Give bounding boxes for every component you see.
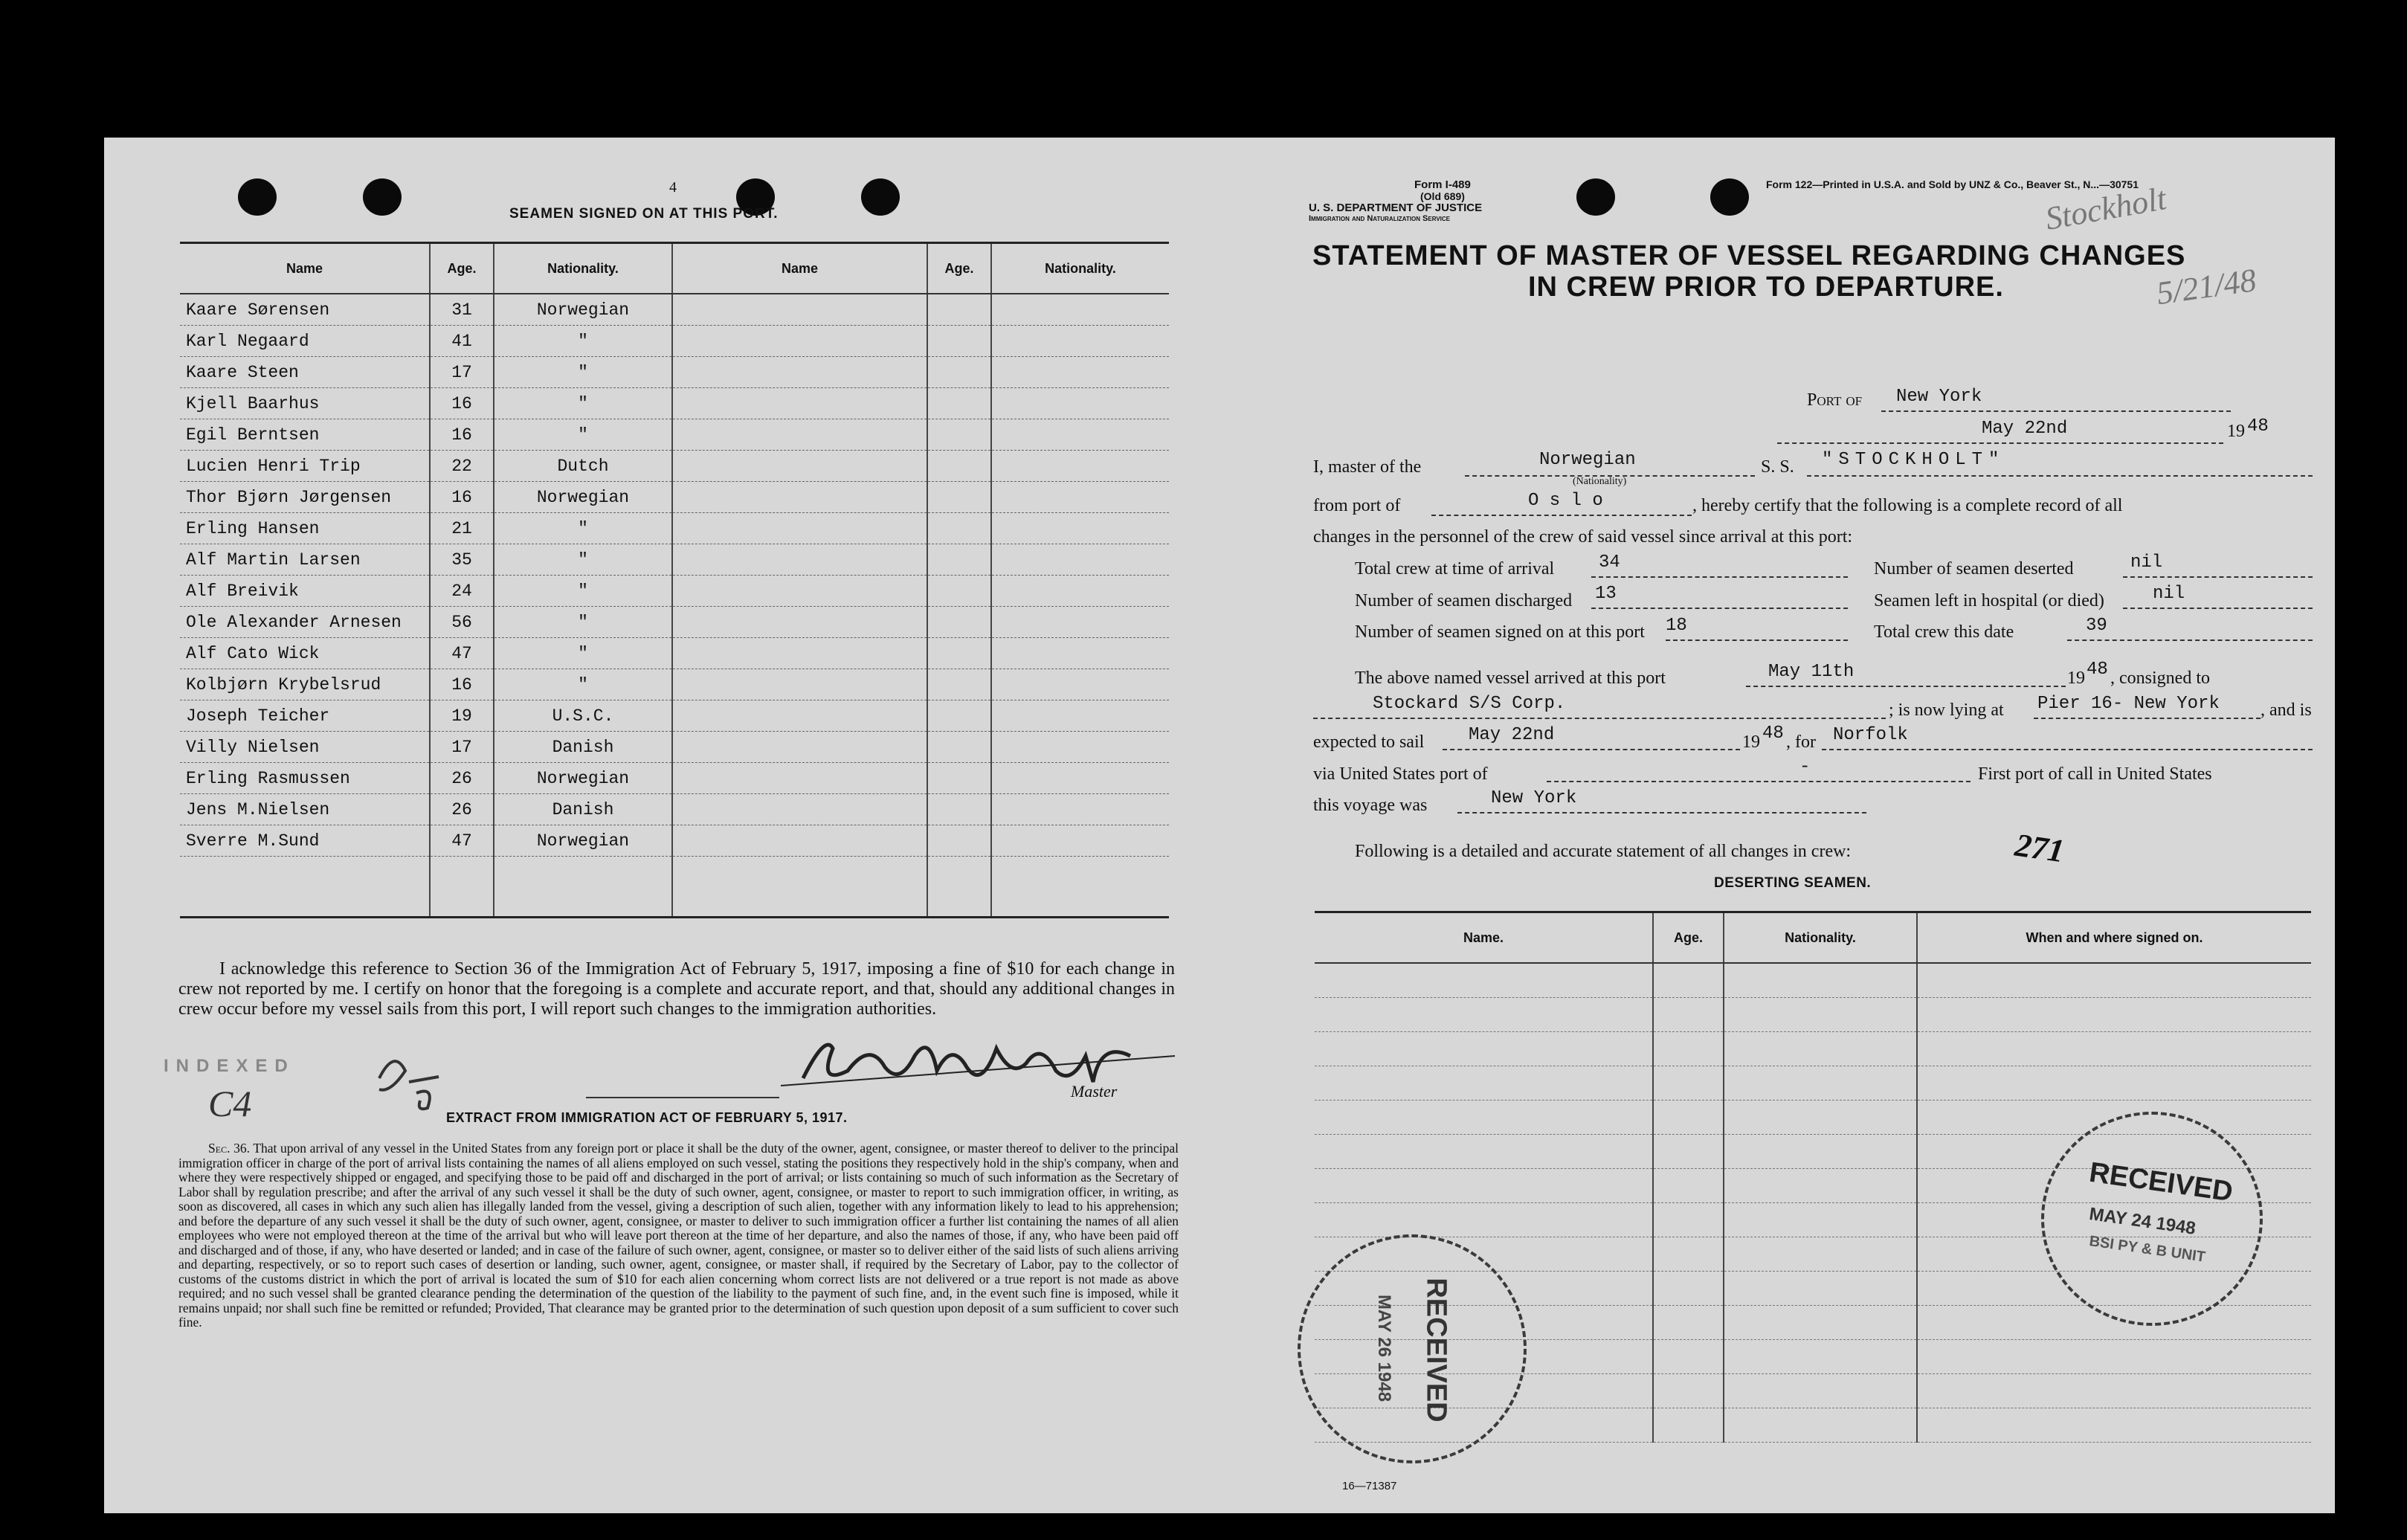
empty-cell	[1653, 1374, 1724, 1408]
table-row	[1315, 1066, 2311, 1101]
column-header: Nationality.	[494, 243, 672, 294]
total-date-label: Total crew this date	[1874, 622, 2014, 642]
empty-cell	[1724, 1306, 1917, 1340]
column-header: Nationality.	[1724, 912, 1917, 964]
seaman-name: Karl Negaard	[180, 326, 430, 357]
handwritten-ship-name: Stockholt	[2042, 180, 2169, 237]
empty-cell	[991, 638, 1169, 669]
hospital-value: nil	[2153, 584, 2185, 604]
empty-cell	[1724, 1203, 1917, 1237]
received-stamp-rotated	[1298, 1234, 1527, 1463]
empty-cell	[1917, 1408, 2311, 1443]
discharged-value: 13	[1595, 584, 1617, 604]
empty-cell	[1315, 998, 1653, 1032]
page-number: 4	[669, 179, 677, 196]
stamp2-date: MAY 26 1948	[1374, 1294, 1395, 1402]
punch-hole	[363, 178, 402, 216]
section-36-text	[178, 1141, 1179, 1330]
empty-cell	[991, 794, 1169, 825]
seaman-age: 17	[430, 732, 494, 763]
printer-notice: Form 122—Printed in U.S.A. and Sold by UNZ & Co., Beaver St., N...—30751	[1766, 178, 2139, 190]
from-port-label: from port of	[1313, 496, 1401, 515]
empty-cell	[1917, 1340, 2311, 1374]
indexed-stamp: INDEXED	[164, 1056, 295, 1076]
deserting-heading: DESERTING SEAMEN.	[1714, 875, 1872, 891]
signed-on-label: Number of seamen signed on at this port	[1355, 622, 1645, 642]
document-sheet	[104, 138, 2335, 1513]
ship-value: "STOCKHOLT"	[1822, 450, 2005, 470]
table-row	[1315, 963, 2311, 998]
punch-hole	[1710, 178, 1749, 216]
empty-cell	[927, 669, 991, 700]
column-header: When and where signed on.	[1917, 912, 2311, 964]
empty-cell	[1724, 998, 1917, 1032]
empty-cell	[672, 763, 927, 794]
table-row	[180, 763, 1169, 794]
seaman-age: 19	[430, 700, 494, 732]
discharged-label: Number of seamen discharged	[1355, 591, 1573, 610]
following-text: Following is a detailed and accurate statement of all changes in crew:	[1355, 842, 1852, 861]
empty-cell	[927, 482, 991, 513]
port-field	[1881, 387, 2231, 412]
empty-cell	[1653, 1169, 1724, 1203]
ship-field	[1807, 450, 2313, 477]
seaman-age: 22	[430, 451, 494, 482]
extract-title: EXTRACT FROM IMMIGRATION ACT OF FEBRUARY 5, 1917.	[446, 1110, 848, 1125]
column-header: Age.	[430, 243, 494, 294]
empty-cell	[927, 700, 991, 732]
seaman-nationality: "	[494, 357, 672, 388]
empty-cell	[991, 700, 1169, 732]
seaman-name: Thor Bjørn Jørgensen	[180, 482, 430, 513]
table-row	[180, 669, 1169, 700]
table-row	[180, 482, 1169, 513]
ss-label: S. S.	[1761, 457, 1794, 477]
expected-year-value: 48	[1762, 724, 1784, 744]
empty-cell	[927, 607, 991, 638]
seaman-nationality: Danish	[494, 732, 672, 763]
acknowledgement-text: I acknowledge this reference to Section 36 of the Immigration Act of February 5, 1917, imposing a fine of $10 for each change in crew not reported by me. I certify on honor that the foregoing is a complete and accurate report, and that, should any additional changes in crew occur before my vessel sails from this port, I will report such changes to the immigration authorities.	[178, 959, 1175, 1019]
empty-cell	[991, 513, 1169, 544]
following-mark: 271	[2012, 826, 2067, 870]
lying-field	[2034, 694, 2261, 719]
total-arrival-field	[1591, 552, 1848, 578]
master-label: Master	[1071, 1082, 1118, 1101]
discharged-field	[1591, 584, 1848, 609]
empty-cell	[1315, 963, 1653, 998]
empty-cell	[1917, 1066, 2311, 1101]
empty-cell	[927, 794, 991, 825]
seaman-age: 16	[430, 482, 494, 513]
empty-cell	[927, 638, 991, 669]
voyage-value: New York	[1491, 788, 1577, 808]
seaman-name: Jens M.Nielsen	[180, 794, 430, 825]
empty-cell	[991, 326, 1169, 357]
footer-code: 16—71387	[1342, 1480, 1397, 1492]
via-label: via United States port of	[1313, 764, 1488, 784]
first-port-label: First port of call in United States	[1978, 764, 2212, 784]
column-header: Name.	[1315, 912, 1653, 964]
empty-cell	[1724, 1374, 1917, 1408]
empty-cell	[927, 576, 991, 607]
for-value: Norfolk	[1833, 725, 1908, 745]
empty-cell	[672, 482, 927, 513]
consignee-value: Stockard S/S Corp.	[1373, 694, 1566, 714]
empty-cell	[672, 294, 927, 326]
seaman-age: 56	[430, 607, 494, 638]
hospital-field	[2123, 584, 2313, 609]
table-row	[180, 544, 1169, 576]
empty-cell	[927, 294, 991, 326]
master-of-label: I, master of the	[1313, 457, 1422, 477]
stamp-received-text: RECEIVED	[2087, 1156, 2235, 1208]
signed-on-field	[1666, 616, 1848, 641]
empty-cell	[672, 794, 927, 825]
empty-cell	[672, 357, 927, 388]
seamen-signed-table	[180, 242, 1169, 918]
table-row	[180, 607, 1169, 638]
nationality-value: Norwegian	[1539, 450, 1636, 470]
column-header: Name	[180, 243, 430, 294]
arrived-value: May 11th	[1768, 662, 1855, 682]
empty-cell	[927, 419, 991, 451]
and-is-label: , and is	[2261, 700, 2312, 720]
deserted-field	[2123, 552, 2313, 578]
column-header: Age.	[1653, 912, 1724, 964]
empty-cell	[672, 544, 927, 576]
nationality-field	[1465, 450, 1755, 477]
punch-hole	[1576, 178, 1615, 216]
empty-cell	[991, 763, 1169, 794]
empty-cell	[1315, 1101, 1653, 1135]
empty-cell	[991, 357, 1169, 388]
empty-cell	[672, 326, 927, 357]
for-field	[1822, 725, 2313, 750]
table-row	[1315, 1032, 2311, 1066]
empty-cell	[1653, 963, 1724, 998]
seaman-nationality: "	[494, 638, 672, 669]
empty-cell	[1724, 1169, 1917, 1203]
seaman-name: Erling Rasmussen	[180, 763, 430, 794]
seaman-name: Kolbjørn Krybelsrud	[180, 669, 430, 700]
lying-value: Pier 16- New York	[2037, 694, 2220, 714]
empty-cell	[991, 732, 1169, 763]
seaman-nationality: Norwegian	[494, 763, 672, 794]
form-title-line1: STATEMENT OF MASTER OF VESSEL REGARDING CHANGES	[1312, 240, 2186, 271]
seaman-age: 41	[430, 326, 494, 357]
empty-cell	[1653, 1272, 1724, 1306]
empty-cell	[430, 857, 494, 918]
seaman-nationality: Norwegian	[494, 482, 672, 513]
empty-cell	[1653, 1408, 1724, 1443]
handwritten-initials	[364, 1048, 454, 1115]
table-row	[180, 357, 1169, 388]
empty-cell	[1724, 1408, 1917, 1443]
arrived-year-prefix: 19	[2067, 668, 2085, 688]
empty-cell	[1724, 963, 1917, 998]
empty-cell	[927, 857, 991, 918]
empty-cell	[927, 451, 991, 482]
empty-cell	[991, 576, 1169, 607]
seaman-age: 35	[430, 544, 494, 576]
table-row	[180, 513, 1169, 544]
empty-cell	[1315, 1032, 1653, 1066]
total-date-field	[2067, 616, 2313, 641]
date-value: May 22nd	[1982, 419, 2068, 439]
empty-cell	[1917, 998, 2311, 1032]
seaman-nationality: "	[494, 544, 672, 576]
empty-cell	[927, 388, 991, 419]
empty-cell	[991, 669, 1169, 700]
seaman-nationality: Danish	[494, 794, 672, 825]
empty-cell	[1653, 1032, 1724, 1066]
signed-on-value: 18	[1666, 616, 1687, 636]
empty-cell	[672, 732, 927, 763]
empty-cell	[1724, 1340, 1917, 1374]
stamp2-received-text: RECEIVED	[1420, 1278, 1452, 1423]
section-body: That upon arrival of any vessel in the United States from any foreign port or place it shall be the duty of the owner, agent, consignee, or master thereof to deliver to the principal immigration officer in charge of the port of arrival lists containing the names of all aliens employed on such vessel, stating the positions they respectively hold in the ship's company, when and where they were respectively shipped or engaged, and specifying those to be paid off and discharged in the port of arrival; or lists containing so much of such information as the Secretary of Labor shall by regulation prescribe; and after the arrival of any such vessel it shall be the duty of such owner, agent, consignee, or master to report to such immigration officer, in writing, as soon as discovered, all cases in which any such alien has illegally landed from the vessel, giving a description of such alien, together with any information likely to lead to his apprehension; and before the departure of any such vessel it shall be the duty of such owner, agent, consignee, or master to deliver to such immigration officer a further list containing the names of all alien employees who were not employed thereon at the time of the arrival but who will leave port thereon at the time of her departure, and also the names of those, if any, who have been paid off and discharged and of those, if any, who have deserted or landed; and in case of the failure of such owner, agent, consignee, or master so to deliver either of the said lists of such aliens arriving and departing, respectively, or so to report such cases of desertion or landing, such owner, agent, consignee, or master shall, if required by the Secretary of Labor, pay to the collector of customs of the customs district in which the port of arrival is located the sum of $10 for each alien concerning whom correct lists are not delivered or a true report is not made as above required; and no such vessel shall be granted clearance pending the determination of the question of the liability to the payment of such fine, and, in the event such fine is imposed, while it remains unpaid; nor shall such fine be remitted or refunded; Provided, That clearance may be granted prior to the determination of such question upon deposit of a sum sufficient to cover such fine.	[178, 1141, 1179, 1330]
lying-label: ; is now lying at	[1889, 700, 2004, 720]
empty-cell	[1653, 1203, 1724, 1237]
arrived-year-value: 48	[2087, 660, 2108, 680]
empty-cell	[927, 326, 991, 357]
empty-cell	[1315, 1135, 1653, 1169]
empty-cell	[927, 544, 991, 576]
empty-cell	[672, 607, 927, 638]
empty-cell	[672, 638, 927, 669]
seaman-name: Alf Martin Larsen	[180, 544, 430, 576]
arrived-label: The above named vessel arrived at this port	[1355, 668, 1666, 688]
changes-text: changes in the personnel of the crew of said vessel since arrival at this port:	[1313, 527, 1853, 547]
seaman-nationality: Norwegian	[494, 825, 672, 857]
deserted-value: nil	[2130, 552, 2163, 573]
form-number: Form I-489	[1414, 178, 1471, 191]
indexed-mark: C4	[208, 1083, 252, 1124]
from-port-field	[1431, 491, 1692, 516]
table-row	[180, 419, 1169, 451]
total-date-value: 39	[2086, 616, 2107, 636]
empty-cell	[1724, 1066, 1917, 1101]
voyage-label: this voyage was	[1313, 796, 1428, 815]
empty-cell	[1917, 1032, 2311, 1066]
via-field	[1547, 757, 1971, 782]
seaman-age: 47	[430, 825, 494, 857]
seaman-age: 16	[430, 669, 494, 700]
empty-cell	[672, 700, 927, 732]
table-row	[180, 638, 1169, 669]
service-name: Immigration and Naturalization Service	[1309, 214, 1451, 223]
seaman-age: 31	[430, 294, 494, 326]
seaman-nationality: "	[494, 669, 672, 700]
empty-cell	[1653, 1135, 1724, 1169]
seamen-signed-heading: SEAMEN SIGNED ON AT THIS PORT.	[509, 206, 779, 222]
date-field	[1777, 419, 2223, 444]
empty-cell	[927, 763, 991, 794]
for-label: , for	[1786, 732, 1816, 752]
total-arrival-label: Total crew at time of arrival	[1355, 559, 1555, 579]
empty-cell	[927, 513, 991, 544]
empty-cell	[1917, 963, 2311, 998]
seaman-name: Alf Breivik	[180, 576, 430, 607]
empty-cell	[1724, 1135, 1917, 1169]
empty-cell	[991, 544, 1169, 576]
empty-cell	[991, 482, 1169, 513]
seaman-nationality: Norwegian	[494, 294, 672, 326]
seaman-name: Sverre M.Sund	[180, 825, 430, 857]
column-header: Nationality.	[991, 243, 1169, 294]
empty-cell	[991, 825, 1169, 857]
expected-field	[1443, 725, 1740, 750]
port-label: Port of	[1807, 390, 1863, 410]
seaman-name: Kaare Sørensen	[180, 294, 430, 326]
empty-cell	[1315, 1066, 1653, 1101]
table-row	[180, 294, 1169, 326]
empty-cell	[1653, 1237, 1724, 1272]
table-row	[180, 576, 1169, 607]
empty-cell	[1724, 1032, 1917, 1066]
empty-cell	[927, 357, 991, 388]
seaman-nationality: "	[494, 513, 672, 544]
year-prefix: 19	[2227, 422, 2245, 441]
empty-cell	[1653, 998, 1724, 1032]
form-title-line2: IN CREW PRIOR TO DEPARTURE.	[1528, 271, 2004, 303]
seaman-age: 47	[430, 638, 494, 669]
seaman-nationality: "	[494, 419, 672, 451]
seaman-nationality: Dutch	[494, 451, 672, 482]
form-old-number: (Old 689)	[1420, 190, 1465, 202]
empty-cell	[672, 857, 927, 918]
arrived-field	[1746, 662, 2066, 687]
seaman-nationality: "	[494, 607, 672, 638]
empty-cell	[991, 294, 1169, 326]
table-row	[180, 700, 1169, 732]
column-header: Name	[672, 243, 927, 294]
master-signature	[773, 1026, 1190, 1097]
empty-cell	[991, 451, 1169, 482]
received-stamp	[2041, 1112, 2263, 1326]
year-value: 48	[2247, 416, 2269, 436]
seaman-name: Villy Nielsen	[180, 732, 430, 763]
seaman-nationality: "	[494, 326, 672, 357]
consigned-label: , consigned to	[2110, 668, 2210, 688]
hospital-label: Seamen left in hospital (or died)	[1874, 591, 2104, 610]
empty-cell	[672, 669, 927, 700]
deserted-label: Number of seamen deserted	[1874, 559, 2074, 579]
empty-cell	[672, 451, 927, 482]
table-row	[180, 388, 1169, 419]
voyage-field	[1457, 788, 1866, 814]
table-row	[1315, 998, 2311, 1032]
extract-rule	[586, 1097, 779, 1098]
empty-cell	[1724, 1272, 1917, 1306]
seaman-age: 16	[430, 419, 494, 451]
empty-cell	[1653, 1066, 1724, 1101]
port-value: New York	[1896, 387, 1982, 407]
empty-cell	[672, 576, 927, 607]
table-row	[180, 326, 1169, 357]
table-row	[180, 857, 1169, 918]
empty-cell	[991, 388, 1169, 419]
seaman-name: Kaare Steen	[180, 357, 430, 388]
expected-value: May 22nd	[1469, 725, 1555, 745]
empty-cell	[672, 388, 927, 419]
expected-year-prefix: 19	[1742, 732, 1760, 752]
column-header: Age.	[927, 243, 991, 294]
seaman-name: Erling Hansen	[180, 513, 430, 544]
empty-cell	[1653, 1306, 1724, 1340]
certify-text: , hereby certify that the following is a complete record of all	[1692, 496, 2123, 515]
seaman-name: Lucien Henri Trip	[180, 451, 430, 482]
empty-cell	[672, 513, 927, 544]
empty-cell	[1917, 1374, 2311, 1408]
expected-label: expected to sail	[1313, 732, 1425, 752]
seaman-age: 16	[430, 388, 494, 419]
empty-cell	[672, 419, 927, 451]
empty-cell	[991, 857, 1169, 918]
empty-cell	[494, 857, 672, 918]
empty-cell	[180, 857, 430, 918]
seaman-age: 21	[430, 513, 494, 544]
total-arrival-value: 34	[1599, 552, 1620, 573]
consignee-field	[1313, 694, 1886, 719]
table-row	[180, 732, 1169, 763]
via-value: -	[1799, 757, 1811, 777]
table-row	[180, 794, 1169, 825]
seaman-age: 26	[430, 794, 494, 825]
seaman-nationality: U.S.C.	[494, 700, 672, 732]
empty-cell	[1315, 1203, 1653, 1237]
empty-cell	[1315, 1169, 1653, 1203]
seaman-nationality: "	[494, 576, 672, 607]
handwritten-date: 5/21/48	[2154, 261, 2259, 312]
seaman-name: Egil Berntsen	[180, 419, 430, 451]
empty-cell	[1653, 1340, 1724, 1374]
from-port-value: O s l o	[1528, 491, 1603, 511]
empty-cell	[1724, 1237, 1917, 1272]
table-row	[180, 825, 1169, 857]
nationality-caption: (Nationality)	[1573, 476, 1627, 487]
seaman-name: Ole Alexander Arnesen	[180, 607, 430, 638]
empty-cell	[927, 732, 991, 763]
section-label: Sec. 36.	[208, 1141, 250, 1156]
stamp-unit: BSI PY & B UNIT	[2088, 1233, 2207, 1266]
punch-hole	[238, 178, 277, 216]
seaman-name: Joseph Teicher	[180, 700, 430, 732]
empty-cell	[672, 825, 927, 857]
empty-cell	[991, 607, 1169, 638]
seaman-name: Alf Cato Wick	[180, 638, 430, 669]
punch-hole	[861, 178, 900, 216]
empty-cell	[1653, 1101, 1724, 1135]
empty-cell	[1724, 1101, 1917, 1135]
seaman-age: 26	[430, 763, 494, 794]
seamen-table-body	[180, 294, 1169, 918]
empty-cell	[927, 825, 991, 857]
stamp-date: MAY 24 1948	[2087, 1204, 2197, 1239]
seaman-age: 17	[430, 357, 494, 388]
table-row	[180, 451, 1169, 482]
empty-cell	[991, 419, 1169, 451]
department-name: U. S. DEPARTMENT OF JUSTICE	[1309, 202, 1483, 214]
seaman-age: 24	[430, 576, 494, 607]
seaman-name: Kjell Baarhus	[180, 388, 430, 419]
seaman-nationality: "	[494, 388, 672, 419]
